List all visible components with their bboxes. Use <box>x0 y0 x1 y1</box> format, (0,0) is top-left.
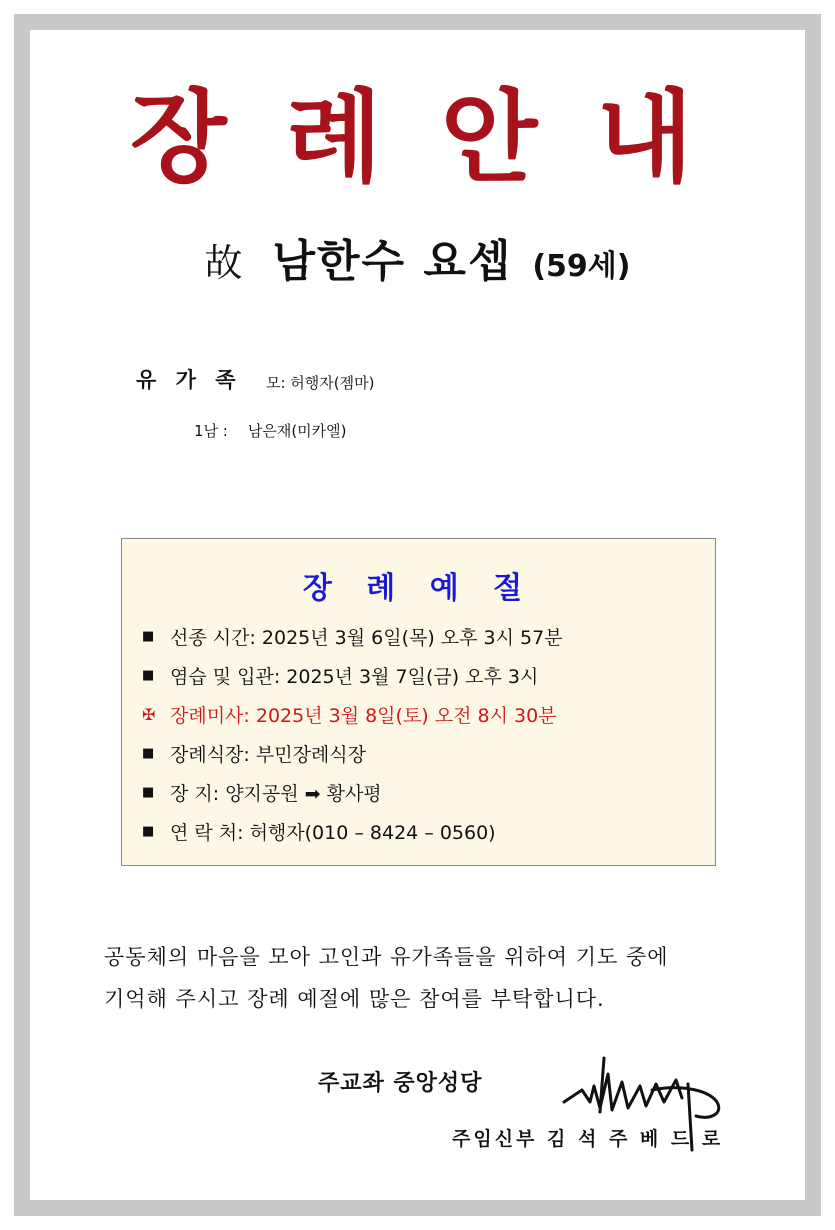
schedule-item-funeral-hall <box>142 734 563 773</box>
cross-bullet-icon: ✠ <box>142 705 156 724</box>
square-bullet-icon: ■ <box>142 746 155 761</box>
pastor-name: 주임신부 김 석 주 베 드 로 <box>452 1128 724 1150</box>
schedule-item-death-time <box>142 617 563 656</box>
notice-title: 장 례 안 내 <box>130 79 705 196</box>
schedule-item-text: 선종 시간: 2025년 3월 6일(목) 오후 3시 57분 <box>170 627 563 649</box>
square-bullet-icon: ■ <box>142 785 155 800</box>
square-bullet-icon: ■ <box>142 668 155 683</box>
family-heading: 유 가 족 <box>136 368 242 392</box>
deceased-name: 남한수 요셉 <box>272 236 513 287</box>
schedule-item-text: 장례미사: 2025년 3월 8일(토) 오전 8시 30분 <box>170 705 557 727</box>
schedule-item-encoffining <box>142 656 563 695</box>
deceased-prefix: 故 <box>204 241 243 285</box>
schedule-item-text: 장례식장: 부민장례식장 <box>170 744 366 766</box>
schedule-item-text: 염습 및 입관: 2025년 3월 7일(금) 오후 3시 <box>170 666 539 688</box>
message-line-1: 공동체의 마음을 모아 고인과 유가족들을 위하여 기도 중에 <box>104 945 669 969</box>
family-son <box>194 420 347 441</box>
family-son-label: 1남 : <box>194 422 228 440</box>
request-message <box>104 936 744 1020</box>
deceased-line <box>0 232 835 301</box>
square-bullet-icon: ■ <box>142 629 155 644</box>
family-son-name: 남은재(미카엘) <box>247 422 347 440</box>
schedule-item-funeral-mass <box>142 695 563 734</box>
family-mother: 모: 허행자(젬마) <box>266 374 375 392</box>
parish-name: 주교좌 중앙성당 <box>318 1071 483 1096</box>
schedule-item-text: 연 락 처: 허행자(010 – 8424 – 0560) <box>170 822 496 844</box>
schedule-item-burial-site <box>142 773 563 812</box>
schedule-list <box>142 617 563 851</box>
schedule-item-contact <box>142 812 563 851</box>
message-line-2: 기억해 주시고 장례 예절에 많은 참여를 부탁합니다. <box>104 987 605 1011</box>
schedule-title: 장 례 예 절 <box>302 571 535 606</box>
deceased-age: (59세) <box>532 249 631 284</box>
schedule-box <box>121 538 716 866</box>
square-bullet-icon: ■ <box>142 824 155 839</box>
schedule-item-text: 장 지: 양지공원 ➡ 황사평 <box>170 783 382 805</box>
